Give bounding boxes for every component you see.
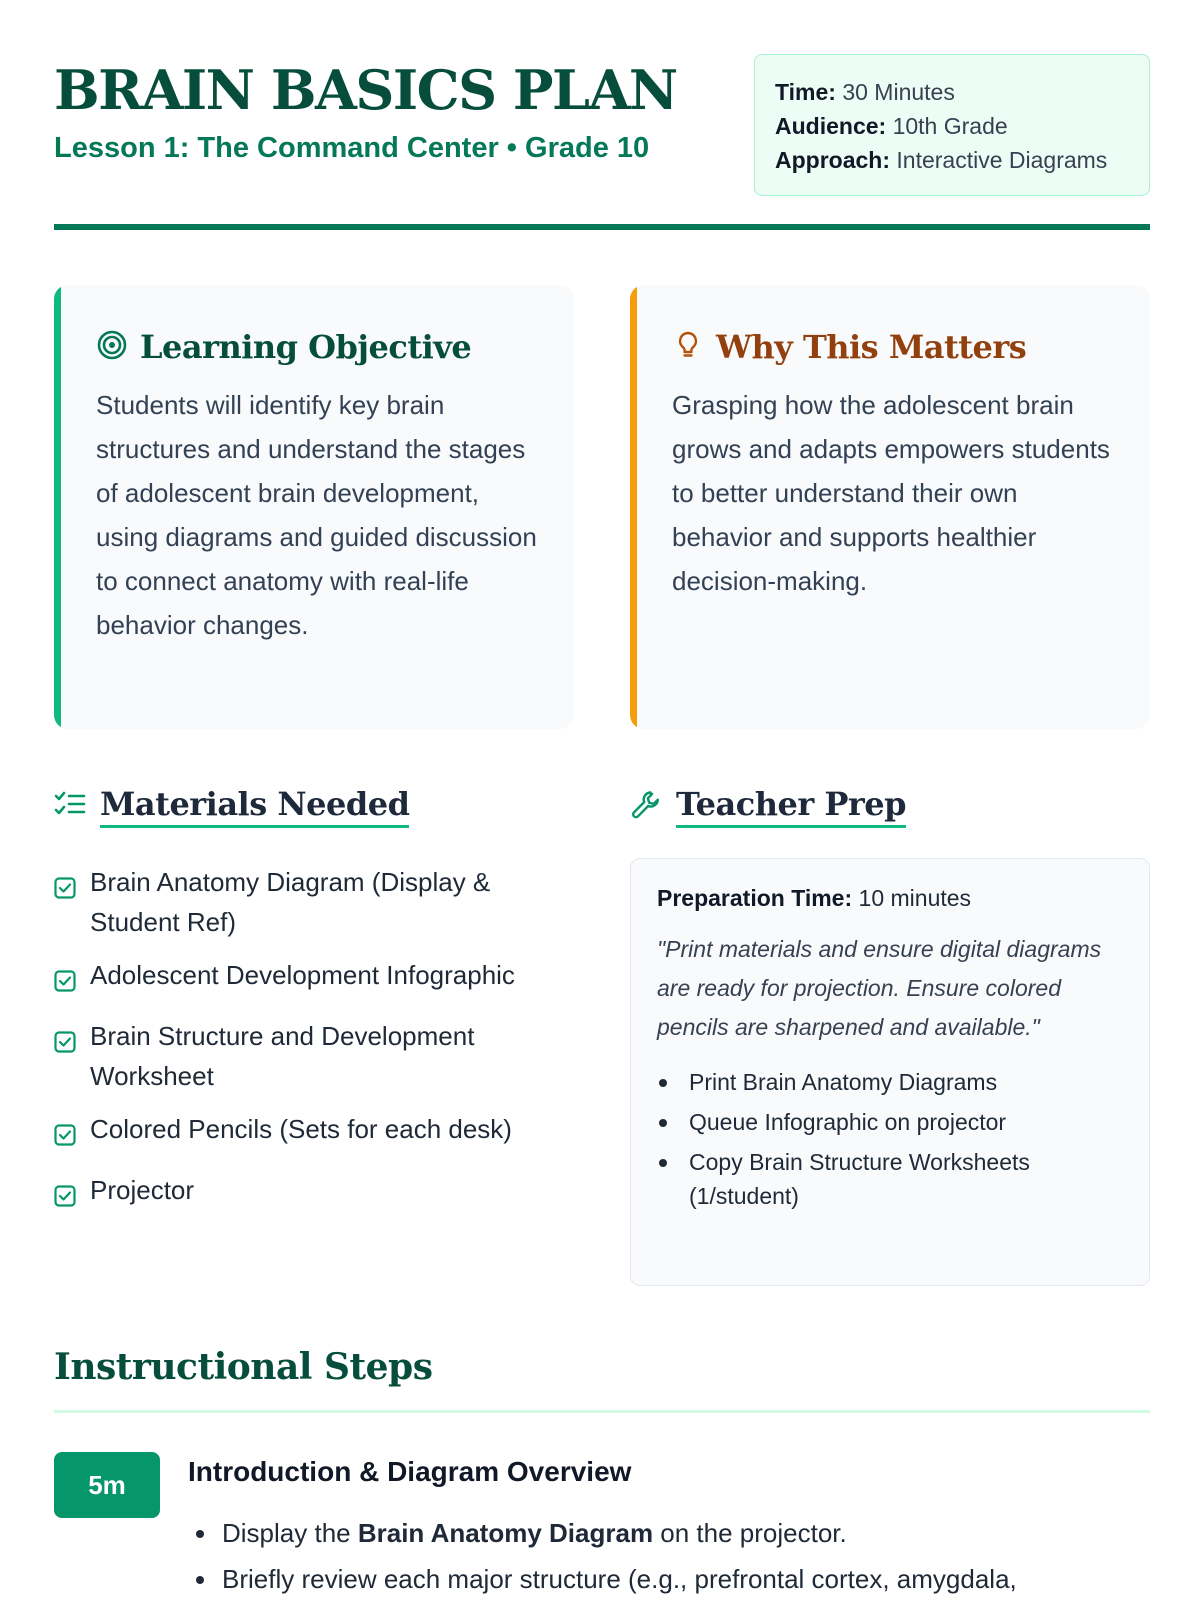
learning-objective-text: Students will identify key brain structures and understand the stages of adolescent brain development, using diagrams and guided discussion to connect anatomy with real-life behavior changes. [96, 390, 537, 640]
step-list [188, 1510, 1150, 1600]
preparation-time: Preparation Time: 10 minutes [657, 885, 972, 911]
meta-audience: Audience: 10th Grade [775, 113, 1008, 139]
checklist-icon [54, 790, 86, 824]
materials-heading [54, 785, 409, 828]
list-item: Copy Brain Structure Worksheets (1/student) [657, 1145, 1123, 1213]
teacher-prep-box [630, 858, 1150, 1286]
list-item: Queue Infographic on projector [657, 1105, 1123, 1139]
meta-time: Time: 30 Minutes [775, 79, 955, 105]
header-divider [54, 224, 1150, 230]
why-this-matters-card [630, 285, 1150, 729]
prep-list [657, 1065, 1123, 1213]
lesson-meta-box [754, 54, 1150, 196]
instructional-steps-title: Instructional Steps [54, 1346, 433, 1388]
why-this-matters-text: Grasping how the adolescent brain grows and adapts empowers students to better understand their own behavior and supports healthier decision-making. [672, 390, 1110, 596]
page-subtitle: Lesson 1: The Command Center • Grade 10 [54, 132, 650, 164]
list-item: Adolescent Development Infographic [54, 955, 574, 1003]
list-item: Colored Pencils (Sets for each desk) [54, 1109, 574, 1157]
materials-title: Materials Needed [100, 785, 409, 828]
learning-objective-card [54, 285, 574, 729]
list-item: Display the Brain Anatomy Diagram on the projector. [188, 1510, 1150, 1556]
meta-approach: Approach: Interactive Diagrams [775, 147, 1108, 173]
wrench-icon [630, 789, 662, 825]
learning-objective-title: Learning Objective [140, 328, 472, 366]
list-item: Print Brain Anatomy Diagrams [657, 1065, 1123, 1099]
list-item: Brain Anatomy Diagram (Display & Student Ref) [54, 862, 574, 942]
checkbox-icon [54, 1178, 78, 1218]
why-this-matters-title: Why This Matters [716, 328, 1027, 366]
step-title: Introduction & Diagram Overview [188, 1456, 632, 1487]
checkbox-icon [54, 870, 78, 910]
list-item: Briefly review each major structure (e.g., prefrontal cortex, amygdala, [188, 1556, 1150, 1600]
checkbox-icon [54, 1024, 78, 1064]
checkbox-icon [54, 963, 78, 1003]
list-item: Brain Structure and Development Worksheet [54, 1016, 574, 1096]
lightbulb-icon [672, 329, 704, 365]
header [54, 52, 1150, 232]
prep-note: "Print materials and ensure digital diagrams are ready for projection. Ensure colored pencils are sharpened and available." [657, 936, 1102, 1040]
materials-list [54, 862, 574, 1231]
lesson-plan-page [54, 0, 1150, 1600]
step-duration-badge: 5m [54, 1452, 160, 1518]
page-title: BRAIN BASICS PLAN [54, 58, 677, 122]
list-item: Projector [54, 1170, 574, 1218]
teacher-prep-heading [630, 785, 906, 828]
target-icon [96, 329, 128, 365]
steps-divider [54, 1410, 1150, 1413]
teacher-prep-title: Teacher Prep [676, 785, 906, 828]
checkbox-icon [54, 1117, 78, 1157]
